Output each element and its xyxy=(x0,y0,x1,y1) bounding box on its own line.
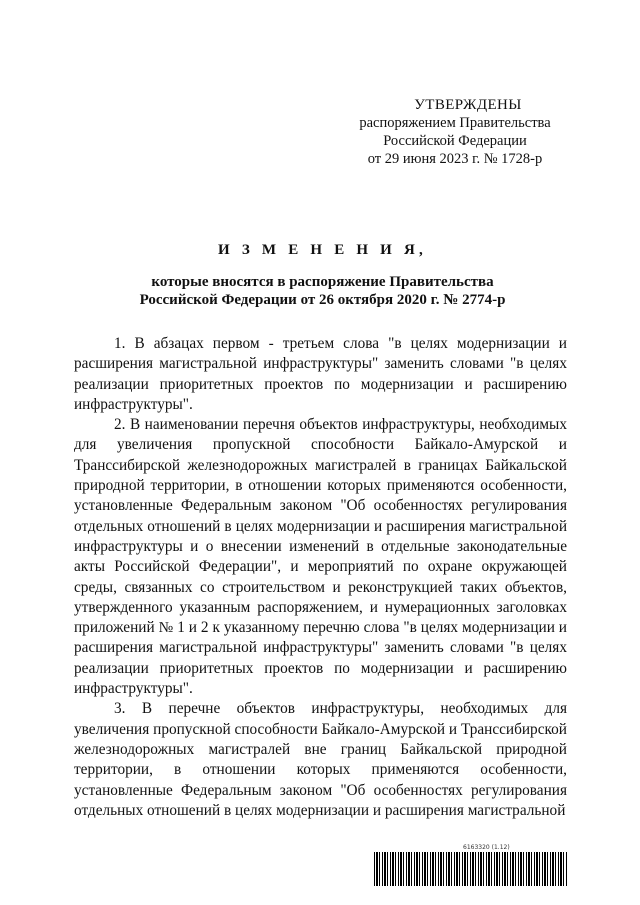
document-subtitle: Российской Федерации от 26 октября 2020 г. № 2774-р xyxy=(139,292,506,308)
approval-line: распоряжением Правительства xyxy=(359,115,551,131)
paragraph: 3. В перечне объектов инфраструктуры, необходимых для увеличения пропускной способности Байкало-Амурской и Транссибирской железнодорожных магистралей вне границ Байкальской природной территории, в отношении которых применяются особенности, установленные Федеральным законом "Об особенностях регулирования отдельных отношений в целях модернизации и расширения магистральной xyxy=(74,700,567,819)
approval-label: УТВЕРЖДЕНЫ xyxy=(414,97,522,113)
document-subtitle: которые вносятся в распоряжение Правительства xyxy=(151,274,494,290)
approval-block xyxy=(330,96,580,168)
document-heading xyxy=(70,241,575,309)
document-body xyxy=(74,334,567,821)
paragraph: 2. В наименовании перечня объектов инфраструктуры, необходимых для увеличения пропускной способности Байкало-Амурской и Транссибирской железнодорожных магистралей в границах Байкальской природной территории, в отношении которых применяются особенности, установленные Федеральным законом "Об особенностях регулирования отдельных отношений в целях модернизации и расширения магистральной инфраструктуры и о внесении изменений в отдельные законодательные акты Российской Федерации", и мероприятий по охране окружающей среды, связанных со строительством и реконструкцией таких объектов, утвержденного указанным распоряжением, и нумерационных заголовках приложений № 1 и 2 к указанному перечню слова "в целях модернизации и расширения магистральной инфраструктуры" заменить словами "в целях реализации приоритетных проектов по модернизации и расширению инфраструктуры". xyxy=(74,416,567,698)
document-title: И З М Е Н Е Н И Я, xyxy=(218,242,427,258)
approval-date: от 29 июня 2023 г. № 1728-р xyxy=(367,151,543,167)
barcode-caption: 6163320 (1.12) xyxy=(463,844,510,851)
barcode-image xyxy=(374,852,567,886)
approval-line: Российской Федерации xyxy=(383,133,527,149)
paragraph: 1. В абзацах первом - третьем слова "в целях модернизации и расширения магистральной инфраструктуры" заменить словами "в целях реализации приоритетных проектов по модернизации и расширению инфраструктуры". xyxy=(74,335,567,413)
